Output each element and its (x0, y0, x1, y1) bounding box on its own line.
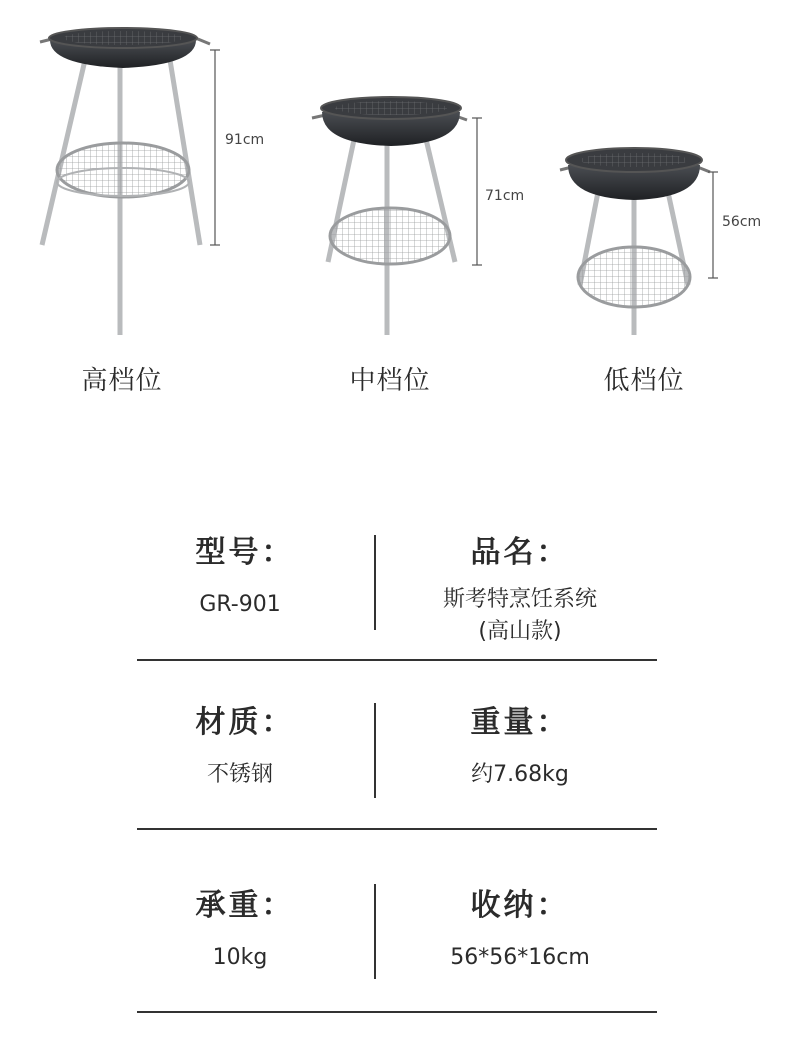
spec-key-weight: 重量： (470, 705, 570, 740)
spec-value-weight: 约7.68kg (471, 762, 569, 787)
spec-value-product-name: 斯考特烹饪系统 (442, 587, 597, 612)
grill-mid-image (312, 97, 467, 335)
spec-value-load-capacity: 10kg (212, 945, 268, 970)
spec-value-product-name-variant: (高山款) (478, 619, 562, 644)
dimension-line-low (708, 172, 718, 278)
height-label-mid: 71cm (485, 188, 525, 204)
height-label-high: 91cm (225, 132, 265, 148)
spec-row-separator (137, 1011, 657, 1013)
spec-divider (374, 884, 376, 979)
spec-value-model: GR-901 (199, 592, 281, 617)
height-label-low: 56cm (722, 214, 762, 230)
spec-divider (374, 703, 376, 798)
spec-divider (374, 535, 376, 630)
spec-row-separator (137, 659, 657, 661)
spec-key-model: 型号： (195, 535, 295, 570)
spec-key-load-capacity: 承重： (195, 888, 295, 923)
grill-high-image (40, 28, 210, 335)
position-label-low: 低档位 (603, 366, 685, 396)
spec-value-storage-size: 56*56*16cm (450, 945, 590, 970)
spec-key-material: 材质： (195, 705, 295, 740)
spec-key-storage-size: 收纳： (470, 888, 570, 923)
dimension-line-high (210, 50, 220, 245)
grill-illustrations (0, 0, 790, 360)
position-label-mid: 中档位 (349, 366, 431, 396)
spec-value-material: 不锈钢 (206, 762, 273, 787)
position-label-high: 高档位 (81, 366, 163, 396)
dimension-line-mid (472, 118, 482, 265)
spec-key-product-name: 品名： (470, 535, 570, 570)
grill-low-image (560, 148, 710, 335)
spec-row-separator (137, 828, 657, 830)
